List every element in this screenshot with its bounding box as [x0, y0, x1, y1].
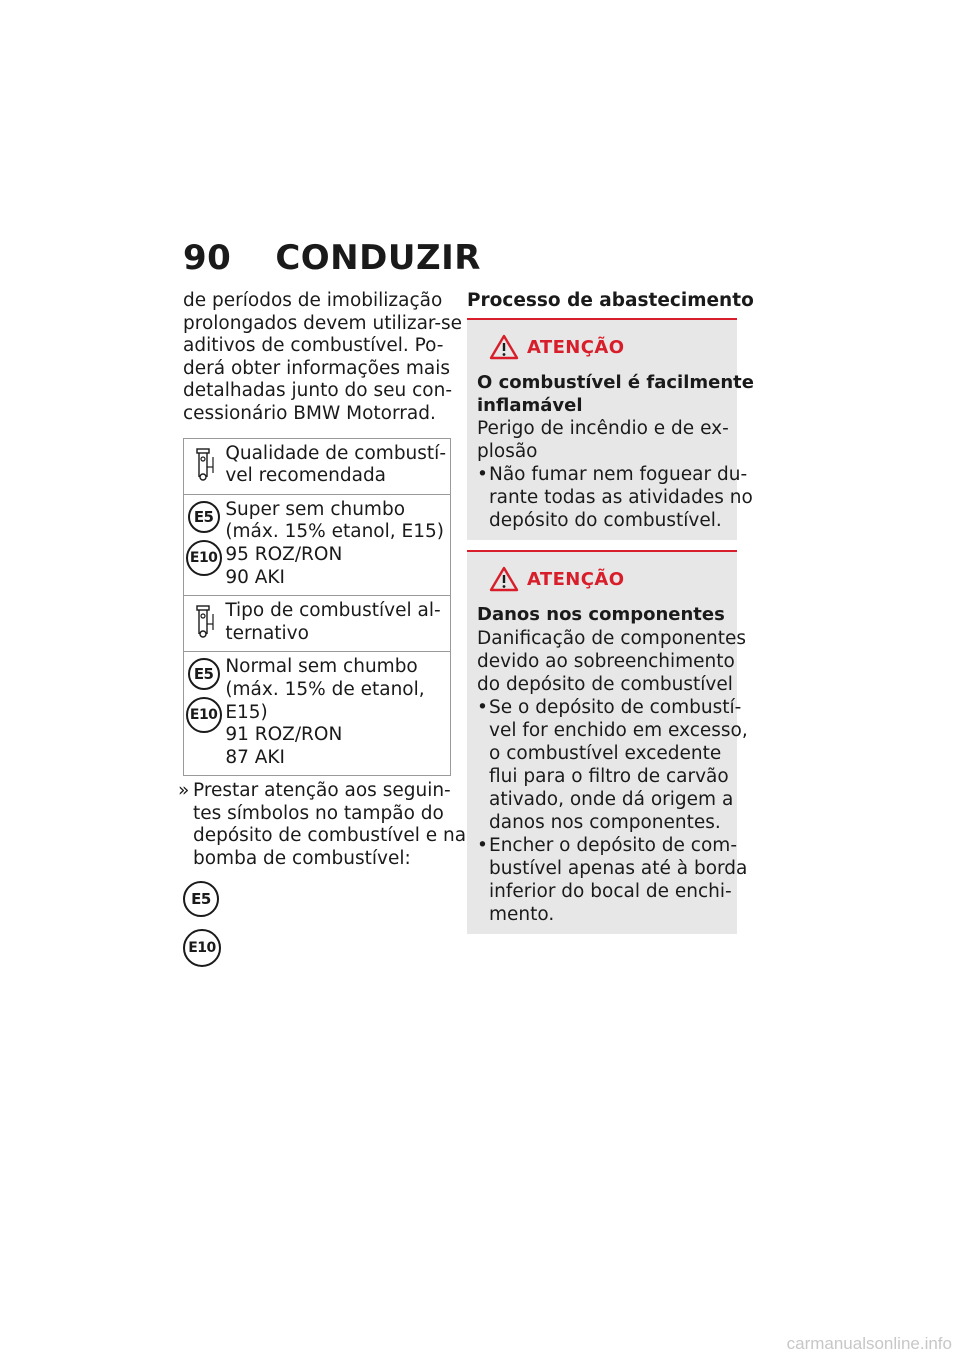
text-line: vel for enchido em excesso,: [489, 719, 748, 741]
text-line: 87 AKI: [225, 746, 285, 768]
icon-cell: [184, 494, 224, 595]
text-line: Se o depósito de combustí-: [489, 696, 742, 718]
page-number: 90: [183, 238, 232, 278]
warning-triangle-icon: [489, 334, 519, 360]
text-line: inflamável: [477, 394, 583, 416]
text-line: danos nos componentes.: [489, 811, 721, 833]
text-line: Super sem chumbo: [225, 498, 406, 520]
warning-bullets: [477, 696, 748, 926]
warning-label: ATENÇÃO: [527, 568, 625, 590]
icon-cell: [184, 596, 224, 652]
instruction-mark: »: [178, 780, 190, 802]
text-line: plosão: [477, 441, 538, 463]
e10-badge-icon: E10: [183, 929, 221, 967]
warning-bullets: [477, 463, 753, 532]
list-item: [178, 780, 467, 870]
text-line: Tipo de combustível al-: [225, 600, 441, 622]
bullet-mark: •: [477, 834, 488, 856]
list-item: [477, 696, 748, 834]
section-title: Processo de abastecimento: [467, 290, 754, 311]
right-column: [467, 290, 754, 944]
text-line: depósito do combustível.: [489, 510, 722, 532]
fuel-pump-icon: [191, 604, 217, 640]
text-line: 95 ROZ/RON: [225, 543, 343, 565]
fuel-symbol-badges: [183, 881, 451, 967]
icon-cell: [184, 438, 224, 494]
text-line: derá obter informações mais: [183, 357, 450, 379]
watermark: carmanualsonline.info: [786, 1334, 952, 1353]
text-line: (máx. 15% etanol, E15): [225, 521, 444, 543]
text-line: de períodos de imobilização: [183, 290, 443, 311]
text-line: 90 AKI: [225, 566, 285, 588]
alternative-fuel-heading: [223, 596, 450, 652]
warning-title: [477, 604, 727, 627]
text-line: E15): [225, 701, 268, 723]
text-line: Não fumar nem foguear du-: [489, 464, 748, 486]
icon-cell: [184, 652, 224, 776]
text-line: Prestar atenção aos seguin-: [193, 780, 451, 802]
text-line: depósito de combustível e na: [193, 825, 467, 847]
text-line: devido ao sobreenchimento: [477, 650, 735, 672]
warning-header: [489, 334, 727, 360]
text-line: Encher o depósito de com-: [489, 834, 737, 856]
text-line: inferior do bocal de enchi-: [489, 880, 732, 902]
alternative-fuel-value: [223, 652, 450, 776]
text-line: ativado, onde dá origem a: [489, 788, 734, 810]
text-line: Qualidade de combustí-: [225, 442, 446, 464]
e5-badge-icon: E5: [183, 881, 219, 917]
list-item: [477, 834, 748, 926]
text-line: vel recomendada: [225, 465, 387, 487]
recommended-fuel-heading: [223, 438, 450, 494]
chapter-title: CONDUZIR: [275, 238, 481, 278]
text-line: Danos nos componentes: [477, 604, 725, 626]
text-line: mento.: [489, 903, 555, 925]
warning-label: ATENÇÃO: [527, 336, 625, 358]
bullet-mark: •: [477, 696, 488, 718]
left-column: [178, 290, 467, 979]
list-item: [477, 463, 753, 532]
bullet-mark: •: [477, 464, 488, 486]
warning-text: [477, 417, 727, 463]
recommended-fuel-value: [223, 494, 450, 595]
text-line: cessionário BMW Motorrad.: [183, 402, 436, 424]
table-row: [184, 596, 451, 652]
table-row: [184, 494, 451, 595]
warning-title: [477, 372, 754, 417]
fuel-quality-table: [183, 438, 451, 777]
warning-triangle-icon: [489, 566, 519, 592]
text-line: tes símbolos no tampão do: [193, 802, 444, 824]
warning-box: [467, 550, 748, 934]
text-line: o combustível excedente: [489, 742, 722, 764]
fuel-pump-icon: [191, 447, 217, 483]
table-row: [184, 438, 451, 494]
instruction-list: [178, 780, 467, 870]
text-line: O combustível é facilmente: [477, 372, 754, 393]
text-line: 91 ROZ/RON: [225, 724, 343, 746]
text-line: Danificação de componentes: [477, 627, 746, 649]
warning-box: [467, 318, 754, 540]
e5-badge-icon: E5: [188, 658, 220, 690]
text-line: do depósito de combustível: [477, 673, 733, 695]
text-line: flui para o filtro de carvão: [489, 765, 729, 787]
text-line: aditivos de combustível. Po-: [183, 335, 444, 357]
intro-paragraph: [183, 290, 463, 426]
warning-text: [477, 627, 746, 696]
e5-badge-icon: E5: [188, 501, 220, 533]
page-header: [183, 238, 481, 278]
text-line: (máx. 15% de etanol,: [225, 678, 425, 700]
warning-header: [489, 566, 727, 592]
text-line: bomba de combustível:: [193, 848, 411, 870]
text-line: rante todas as atividades no: [489, 487, 753, 509]
text-line: prolongados devem utilizar-se: [183, 312, 463, 334]
e10-badge-icon: E10: [186, 697, 222, 733]
e10-badge-icon: E10: [186, 540, 222, 576]
text-line: ternativo: [225, 622, 309, 644]
text-line: bustível apenas até à borda: [489, 857, 748, 879]
text-line: detalhadas junto do seu con-: [183, 380, 453, 402]
text-line: Normal sem chumbo: [225, 656, 418, 678]
table-row: [184, 652, 451, 776]
text-line: Perigo de incêndio e de ex-: [477, 418, 729, 440]
